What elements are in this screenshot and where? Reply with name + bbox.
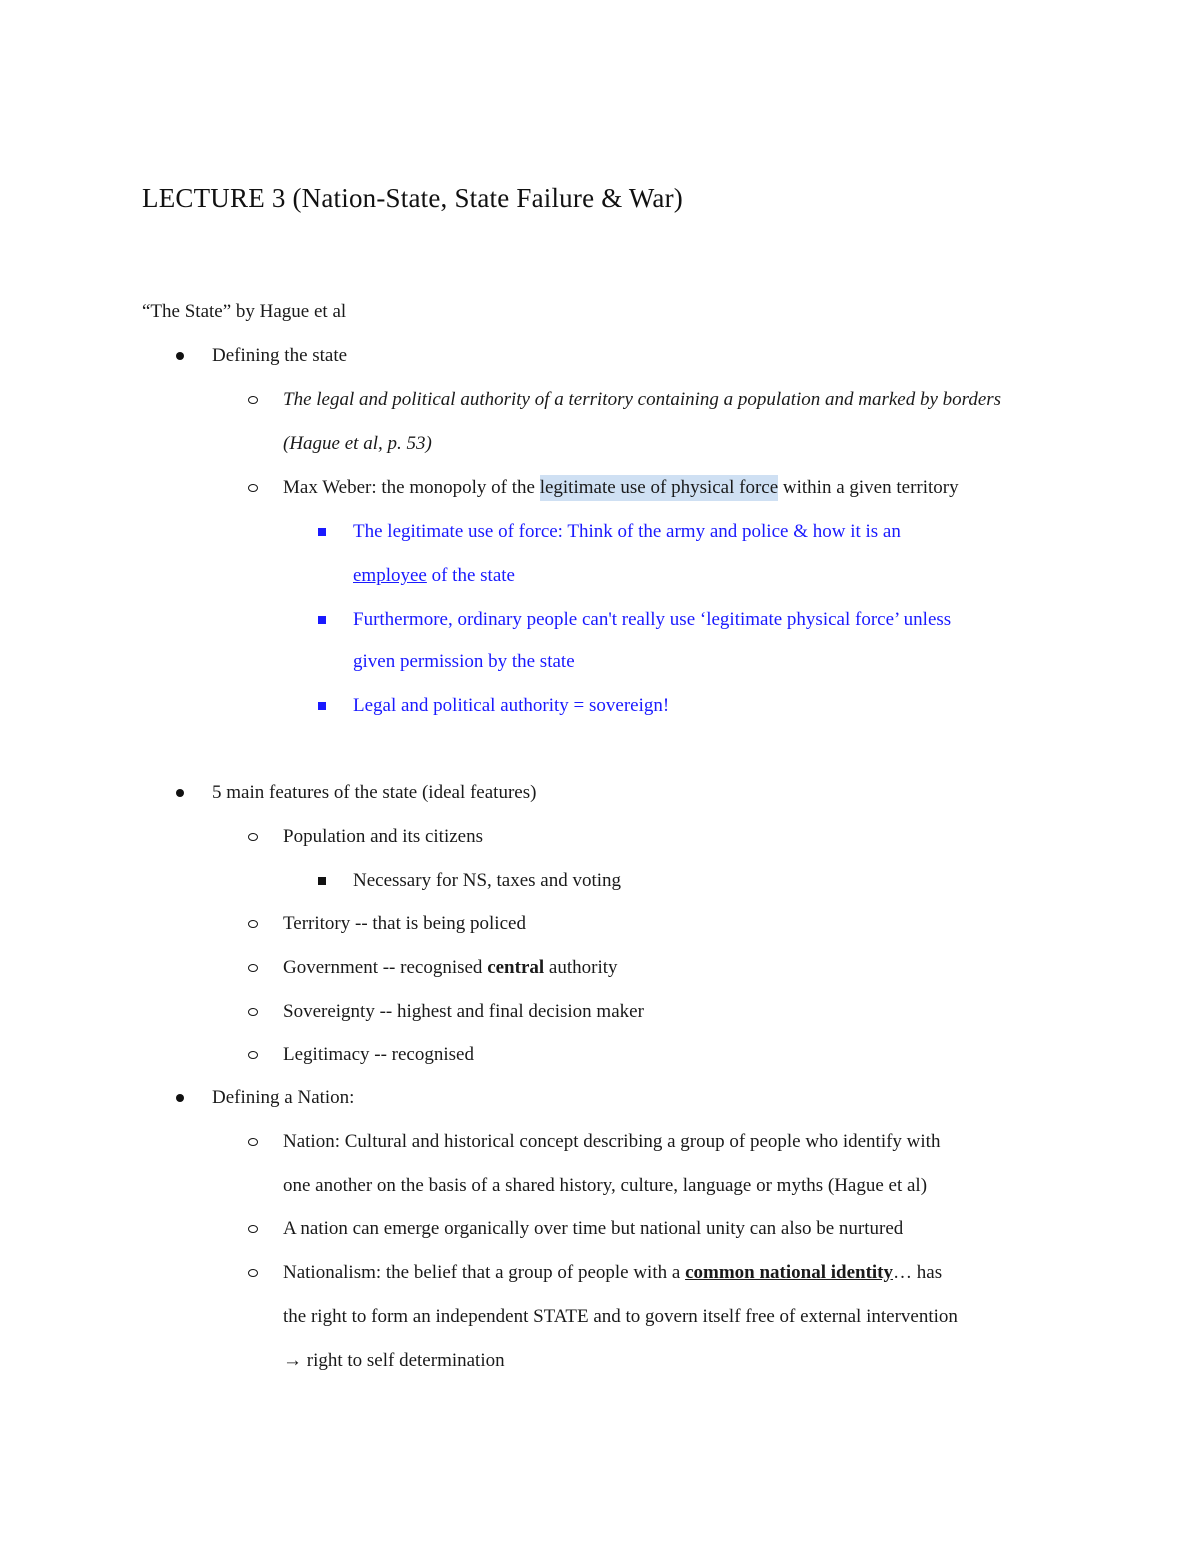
circle-bullet <box>248 833 258 841</box>
circle-bullet <box>248 1051 258 1059</box>
defining-nation-heading: Defining a Nation: <box>212 1087 355 1108</box>
nationalism-post: … has <box>893 1262 943 1283</box>
disc-bullet <box>176 789 184 797</box>
circle-bullet <box>248 1008 258 1016</box>
nation-emerge: A nation can emerge organically over time but national unity can also be nurtured <box>283 1218 904 1239</box>
lecture-title: LECTURE 3 (Nation-State, State Failure & War) <box>142 183 683 213</box>
state-definition-line1: The legal and political authority of a territory containing a population and marked by borders <box>283 389 1002 410</box>
note-force-line1: The legitimate use of force: Think of the army and police & how it is an <box>353 521 901 542</box>
nationalism-line3: → right to self determination <box>283 1350 505 1371</box>
note-force-line2-rest: of the state <box>426 565 515 586</box>
nation-definition-line1: Nation: Cultural and historical concept describing a group of people who identify with <box>283 1131 941 1152</box>
square-bullet <box>318 877 326 885</box>
government-pre: Government -- recognised <box>283 957 488 978</box>
nationalism-line1 <box>283 1261 942 1285</box>
nationalism-pre: Nationalism: the belief that a group of people with a <box>283 1262 686 1283</box>
circle-bullet <box>248 1269 258 1277</box>
square-bullet <box>318 528 326 536</box>
nationalism-line2: the right to form an independent STATE and to govern itself free of external intervention <box>283 1306 958 1327</box>
square-bullet <box>318 702 326 710</box>
note-ordinary-line1: Furthermore, ordinary people can't really use ‘legitimate physical force’ unless <box>353 609 952 630</box>
feature-territory: Territory -- that is being policed <box>283 913 526 934</box>
source-heading: “The State” by Hague et al <box>142 301 347 322</box>
circle-bullet <box>248 1225 258 1233</box>
weber-text-pre: Max Weber: the monopoly of the <box>283 477 540 498</box>
state-definition-line2: (Hague et al, p. 53) <box>283 433 432 454</box>
feature-population: Population and its citizens <box>283 826 484 847</box>
government-bold: central <box>487 957 545 978</box>
square-bullet <box>318 616 326 624</box>
weber-highlight: legitimate use of physical force <box>540 475 778 501</box>
disc-bullet <box>176 352 184 360</box>
feature-sovereignty: Sovereignty -- highest and final decision maker <box>283 1001 644 1022</box>
circle-bullet <box>248 484 258 492</box>
circle-bullet <box>248 920 258 928</box>
nationalism-bold: common national identity <box>685 1262 894 1283</box>
features-heading: 5 main features of the state (ideal features) <box>212 782 537 803</box>
note-sovereign: Legal and political authority = sovereign! <box>353 695 670 716</box>
circle-bullet <box>248 964 258 972</box>
defining-state-heading: Defining the state <box>212 345 348 366</box>
note-force-line2 <box>353 564 515 588</box>
employee-link[interactable]: employee <box>353 565 427 586</box>
disc-bullet <box>176 1094 184 1102</box>
government-post: authority <box>544 957 618 978</box>
circle-bullet <box>248 1138 258 1146</box>
weber-definition <box>283 476 959 500</box>
note-ordinary-line2: given permission by the state <box>353 651 575 672</box>
weber-text-post: within a given territory <box>778 477 959 498</box>
circle-bullet <box>248 396 258 404</box>
population-note: Necessary for NS, taxes and voting <box>353 870 622 891</box>
feature-government <box>283 956 618 980</box>
feature-legitimacy: Legitimacy -- recognised <box>283 1044 474 1065</box>
nation-definition-line2: one another on the basis of a shared history, culture, language or myths (Hague et al) <box>283 1175 928 1196</box>
